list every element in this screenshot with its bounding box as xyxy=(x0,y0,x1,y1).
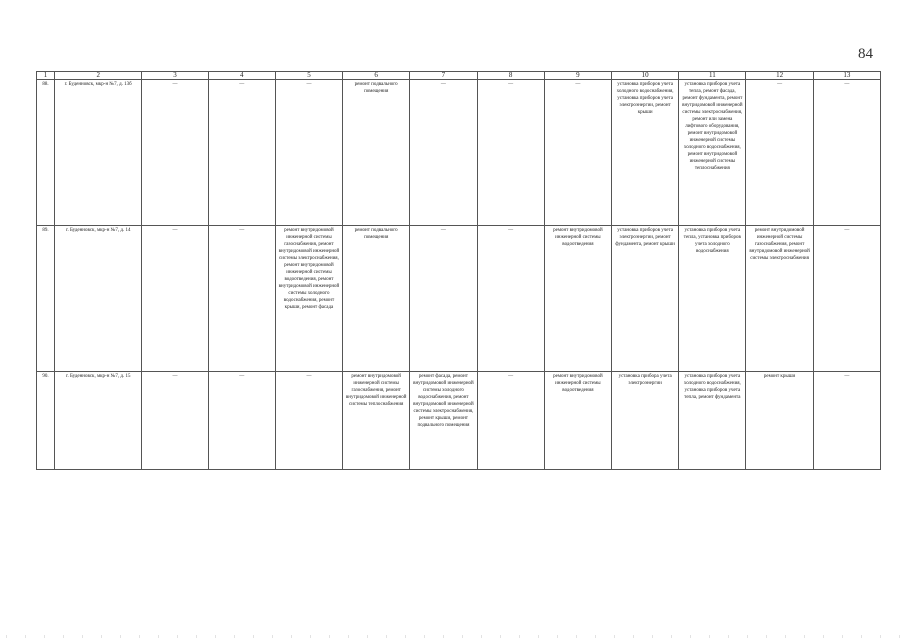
column-header: 12 xyxy=(746,72,813,80)
column-header: 6 xyxy=(343,72,410,80)
table-cell: установка приборов учета холодного водоснабжения, установка приборов учета тепла, ремонт фундамента xyxy=(679,372,746,470)
table-cell: ремонт фасада, ремонт внутридомовой инженерной системы холодного водоснабжения, ремонт внутридомовой инженерной системы электроснабжения, ремонт крыши, ремонт подвального помещения xyxy=(410,372,477,470)
table-cell: — xyxy=(477,226,544,372)
column-header: 8 xyxy=(477,72,544,80)
table-cell: — xyxy=(410,226,477,372)
column-header: 9 xyxy=(544,72,611,80)
table-cell: — xyxy=(477,372,544,470)
table-cell: установка прибора учета электроэнергии xyxy=(612,372,679,470)
table-cell: ремонт внутридомовой инженерной системы газоснабжения, ремонт внутридомовой инженерной системы электроснабжения xyxy=(746,226,813,372)
table-row xyxy=(37,372,881,470)
table-row xyxy=(37,80,881,226)
table-cell: ремонт подвального помещения xyxy=(343,226,410,372)
page-number: 84 xyxy=(858,46,873,62)
table-cell: ремонт внутридомовой инженерной системы водоотведения xyxy=(544,226,611,372)
table-cell: — xyxy=(142,372,208,470)
column-header: 11 xyxy=(679,72,746,80)
table-cell: ремонт внутридомовой инженерной системы водоотведения xyxy=(544,372,611,470)
table-cell: установка приборов учета тепла, ремонт фасада, ремонт фундамента, ремонт внутридомовой инженерной системы электроснабжения, ремонт или замена лифтового оборудования, ремонт внутридомовой инженерной системы холодного водоснабжения, ремонт внутридомовой инженерной системы теплоснабжения xyxy=(679,80,746,226)
table-cell: — xyxy=(208,80,275,226)
table-row xyxy=(37,226,881,372)
table-cell: — xyxy=(275,372,342,470)
address-cell: г. Буденновск, мкр-н №7, д. 13б xyxy=(55,80,142,226)
column-header: 7 xyxy=(410,72,477,80)
table-cell: — xyxy=(142,80,208,226)
table-cell: — xyxy=(410,80,477,226)
table-cell: ремонт внутридомовой инженерной системы газоснабжения, ремонт внутридомовой инженерной системы электроснабжения, ремонт внутридомовой инженерной системы водоотведения, ремонт внутридомовой инженерной системы холодного водоснабжения, ремонт крыши, ремонт фасада xyxy=(275,226,342,372)
table-cell: — xyxy=(275,80,342,226)
repair-schedule-table xyxy=(36,71,881,470)
table-cell: ремонт внутридомовой инженерной системы газоснабжения, ремонт внутридомовой инженерной системы теплоснабжения xyxy=(343,372,410,470)
table-cell: — xyxy=(813,372,880,470)
address-cell: г. Буденновск, мкр-н №7, д. 15 xyxy=(55,372,142,470)
table-cell: — xyxy=(544,80,611,226)
scan-artifact-line xyxy=(0,635,905,638)
column-header: 13 xyxy=(813,72,880,80)
column-header: 3 xyxy=(142,72,208,80)
table-cell: — xyxy=(477,80,544,226)
table-cell: ремонт подвального помещения xyxy=(343,80,410,226)
column-header: 10 xyxy=(612,72,679,80)
row-number: 88. xyxy=(37,80,55,226)
column-header: 1 xyxy=(37,72,55,80)
row-number: 90. xyxy=(37,372,55,470)
table-cell: — xyxy=(813,80,880,226)
column-header: 2 xyxy=(55,72,142,80)
table-cell: — xyxy=(142,226,208,372)
header-row xyxy=(37,72,881,80)
table-cell: — xyxy=(746,80,813,226)
address-cell: г. Буденновск, мкр-н №7, д. 14 xyxy=(55,226,142,372)
table-cell: установка приборов учета холодного водоснабжения, установка приборов учета электроэнергии, ремонт крыши xyxy=(612,80,679,226)
row-number: 89. xyxy=(37,226,55,372)
column-header: 4 xyxy=(208,72,275,80)
column-header: 5 xyxy=(275,72,342,80)
table-cell: — xyxy=(813,226,880,372)
table-cell: установка приборов учета электроэнергии, ремонт фундамента, ремонт крыши xyxy=(612,226,679,372)
table-cell: ремонт крыши xyxy=(746,372,813,470)
table-cell: — xyxy=(208,226,275,372)
table-cell: — xyxy=(208,372,275,470)
table-cell: установка приборов учета тепла, установка приборов учета холодного водоснабжения xyxy=(679,226,746,372)
